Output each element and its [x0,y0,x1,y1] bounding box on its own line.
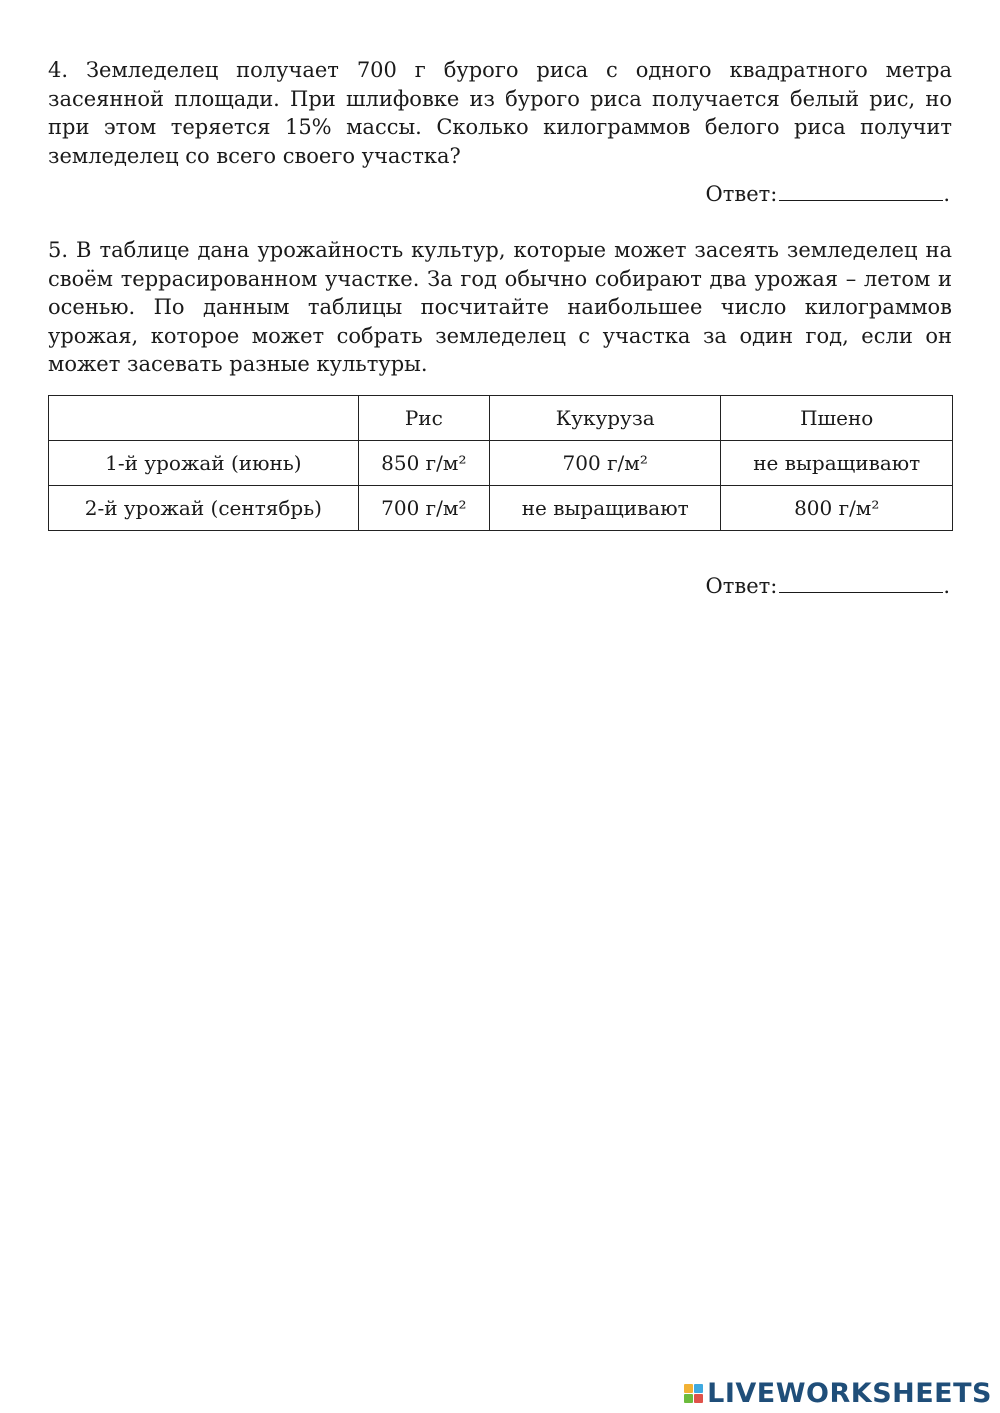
liveworksheets-logo[interactable] [684,1378,992,1409]
problem-5-text: 5. В таблице дана урожайность культур, которые может засеять земледелец на своём террасированном участке. За год обычно собирают два урожая – летом и осенью. По данным таблицы посчитайте наибольшее число килограммов урожая, которое может собрать земледелец с участка за один год, если он может засевать разные культуры. [48,238,952,377]
logo-mark-icon [684,1384,703,1403]
table-cell: не выращивают [489,486,721,531]
table-cell: 800 г/м² [721,486,953,531]
table-cell: 700 г/м² [489,441,721,486]
table-header-cell: Пшено [721,396,953,441]
table-cell: 700 г/м² [358,486,489,531]
table-header-cell: Рис [358,396,489,441]
table-row [49,441,953,486]
table-cell: 850 г/м² [358,441,489,486]
answer-blank[interactable] [779,180,943,201]
problem-5-answer [706,572,950,600]
answer-period: . [943,182,950,206]
answer-label: Ответ: [705,182,778,206]
answer-label: Ответ: [705,574,778,598]
table-header-cell [49,396,359,441]
answer-period: . [943,574,950,598]
answer-blank[interactable] [779,572,943,593]
logo-text: LIVEWORKSHEETS [707,1378,992,1409]
table-cell: не выращивают [721,441,953,486]
problem-4-text: 4. Земледелец получает 700 г бурого риса с одного квадратного метра засеянной площади. При шлифовке из бурого риса получается белый рис, но при этом теряется 15% массы. Сколько килограммов белого риса получит земледелец со всего своего участка? [48,58,952,168]
table-cell: 1-й урожай (июнь) [49,441,359,486]
table-cell: 2-й урожай (сентябрь) [49,486,359,531]
table-header-cell: Кукуруза [489,396,721,441]
table-header-row [49,396,953,441]
table-row [49,486,953,531]
yield-table [48,395,953,531]
problem-4-answer [706,180,950,208]
